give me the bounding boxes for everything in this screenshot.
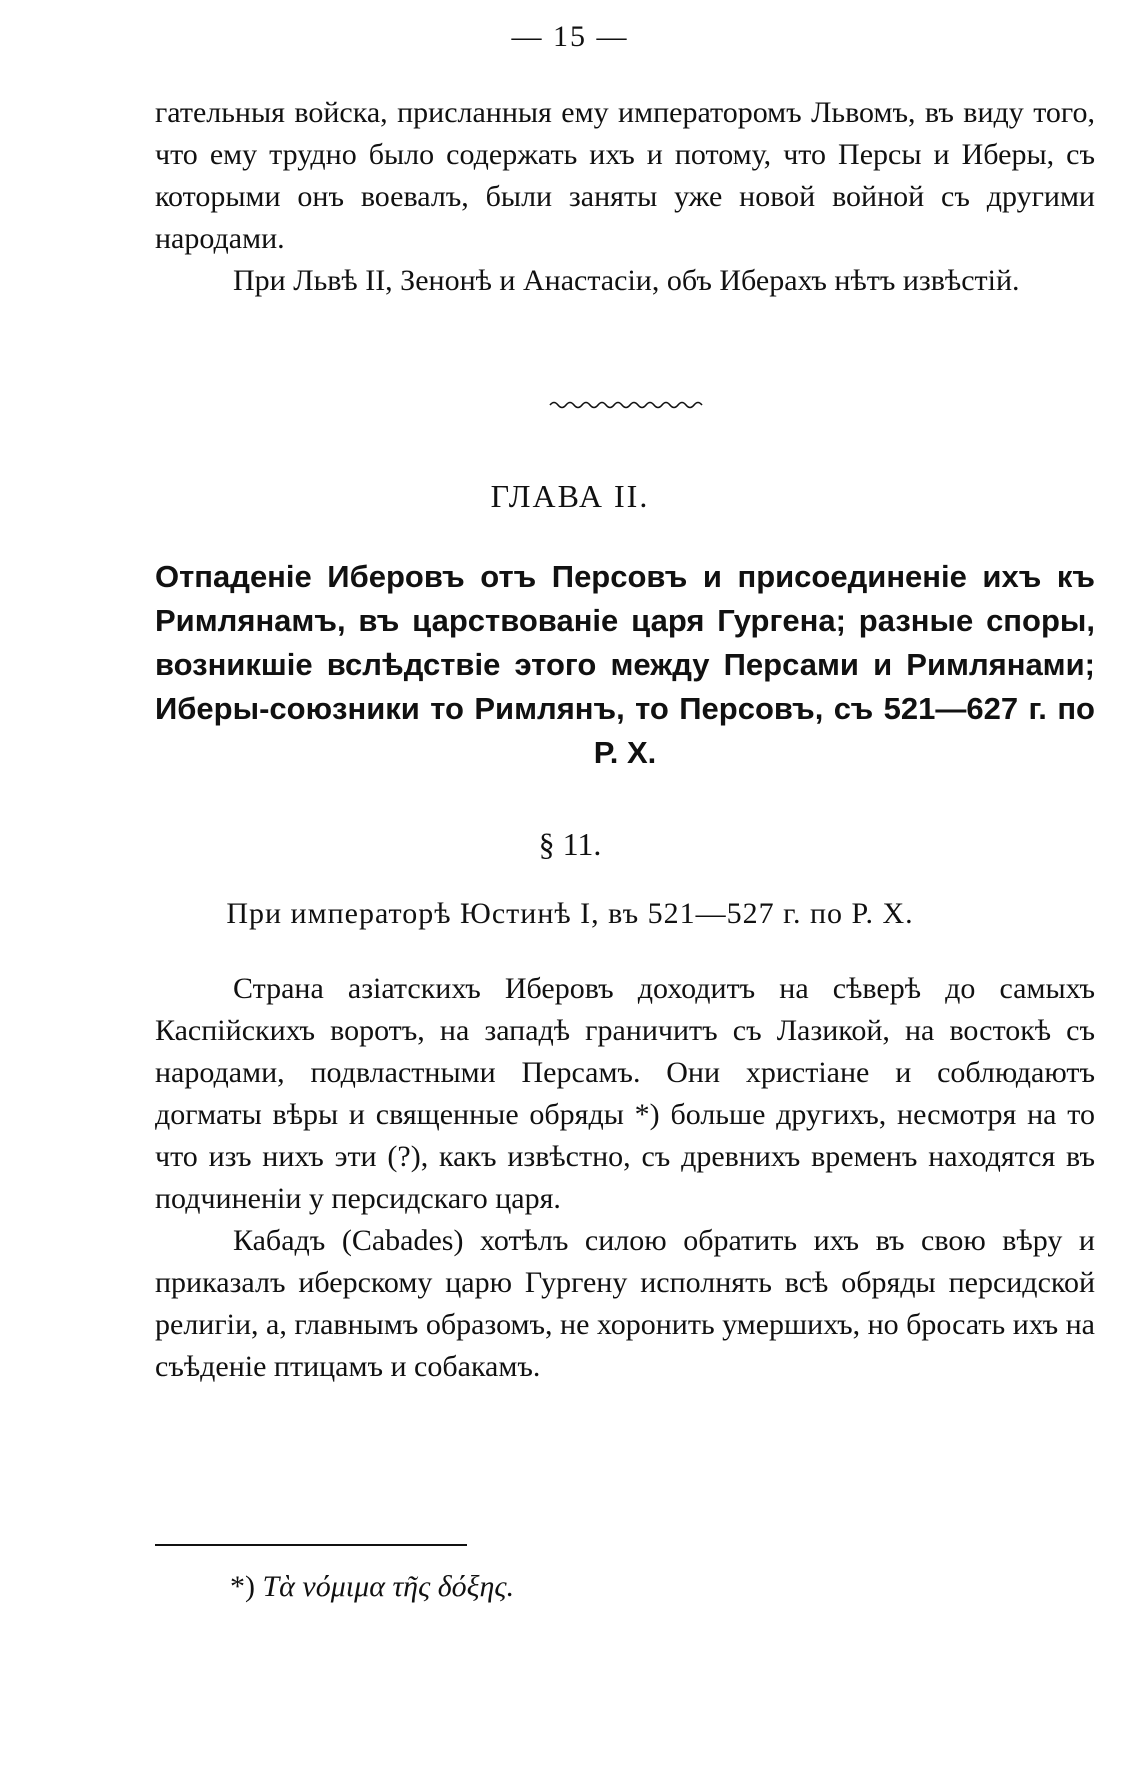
footnote-marker: *) — [230, 1570, 255, 1603]
section-number: § 11. — [538, 826, 602, 862]
paragraph-kabad: Кабадъ (Cabades) хотѣлъ силою обратить ихъ въ свою вѣру и приказалъ иберскому царю Гургену исполнять всѣ обряды персидской религіи, а, главнымъ образомъ, не хоронить умершихъ, но бросать ихъ на съѣденіе птицамъ и собакамъ. — [155, 1224, 1095, 1383]
footnote-rule — [155, 1544, 467, 1546]
paragraph-country: Страна азіатскихъ Иберовъ доходитъ на сѣверѣ до самыхъ Каспійскихъ воротъ, на западѣ граничитъ съ Лазикой, на востокѣ съ народами, подвластными Персамъ. Они христіане и соблюдаютъ догматы вѣры и священные обряды *) больше другихъ, несмотря на то что изъ нихъ эти (?), какъ извѣстно, съ древнихъ временъ находятся въ подчиненіи у персидскаго царя. — [155, 972, 1095, 1215]
section-subtitle: При императорѣ Юстинѣ I, въ 521—527 г. по Р. Х. — [226, 897, 914, 930]
footnote-greek-text: Τὰ νόμιμα τῆς δόξης. — [262, 1570, 515, 1603]
top-text — [155, 92, 1095, 302]
wavy-divider-ornament — [548, 398, 708, 412]
footnote — [230, 1567, 1030, 1607]
chapter-heading: ГЛАВА II. — [490, 478, 650, 514]
page-number: — 15 — — [511, 20, 629, 53]
chapter-title: Отпаденіе Иберовъ отъ Персовъ и присоединеніе ихъ къ Римлянамъ, въ царствованіе царя Гургена; разные споры, возникшіе вслѣдствіе этого между Персами и Римлянами; Иберы-союзники то Римлянъ, то Персовъ, съ 521—627 г. по Р. Х. — [155, 559, 1095, 770]
paragraph-no-news: При Львѣ II, Зенонѣ и Анастасіи, объ Иберахъ нѣтъ извѣстій. — [233, 264, 1020, 297]
paragraph-continuation: гательныя войска, присланныя ему императоромъ Львомъ, въ виду того, что ему трудно было содержать ихъ и потому, что Персы и Иберы, съ которыми онъ воевалъ, были заняты уже новой войной съ другими народами. — [155, 96, 1095, 255]
section-text — [155, 968, 1095, 1388]
